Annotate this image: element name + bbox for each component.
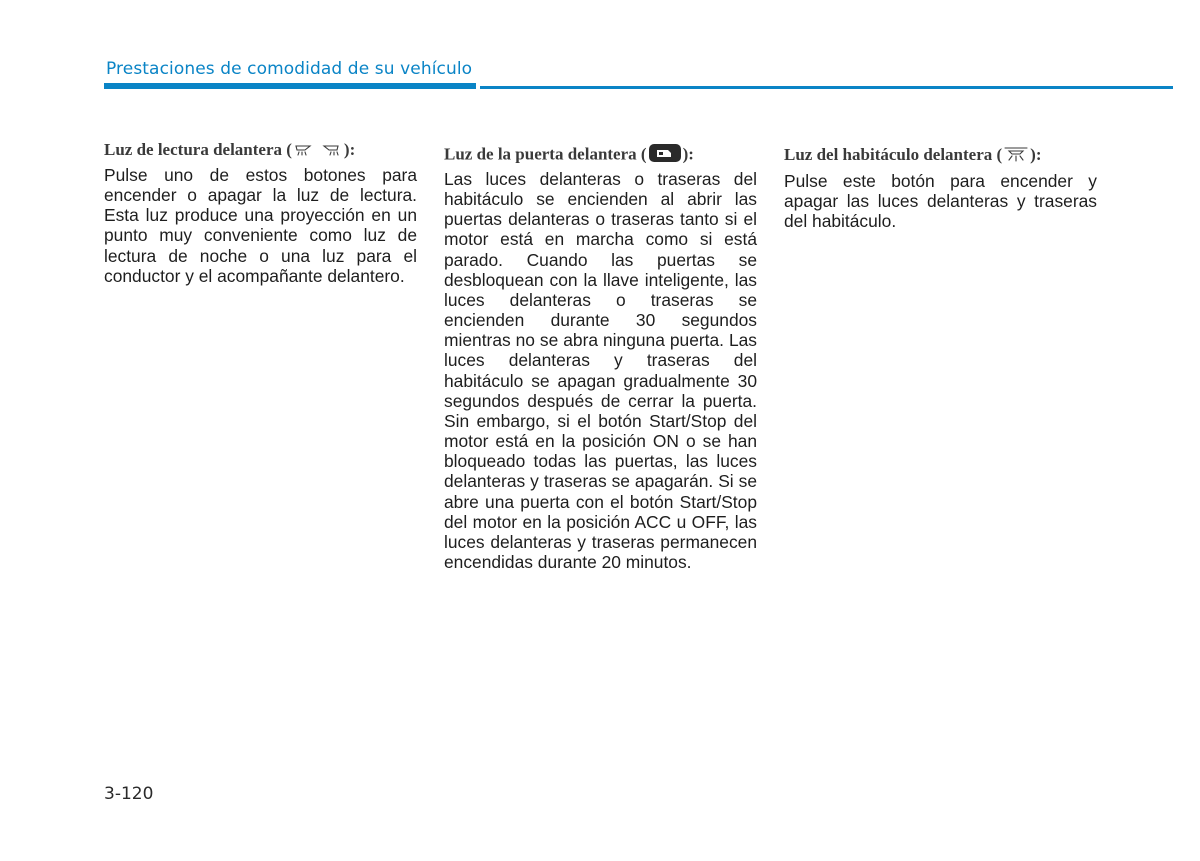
section-body-reading-lamp: Pulse uno de estos botones para encender o apagar la luz de lectura. Esta luz produce una proyección en un punto muy conveniente como luz de lectura de noche o una luz para el conductor y el acompañante delantero. xyxy=(104,165,417,286)
reading-lamp-icon xyxy=(293,141,343,162)
heading-text: Luz del habitáculo delantera ( xyxy=(784,145,1003,164)
section-heading-reading-lamp xyxy=(104,140,417,162)
header-rule-thin xyxy=(480,86,1173,89)
room-lamp-icon xyxy=(1003,146,1029,167)
heading-text: Luz de la puerta delantera ( xyxy=(444,144,647,164)
heading-suffix: ): xyxy=(1030,145,1042,164)
section-heading-room-lamp xyxy=(784,145,1097,167)
door-lamp-icon xyxy=(648,143,682,168)
heading-suffix: ): xyxy=(343,140,356,159)
heading-suffix: ): xyxy=(682,144,694,164)
header-rule-thick xyxy=(104,83,476,89)
section-body-door-lamp: Las luces delanteras o traseras del habitáculo se encienden al abrir las puertas delanteras o traseras tanto si el motor está en marcha como si está parado. Cuando las puertas se desbloquean con la llave inteligente, las luces delanteras o traseras se encienden durante 30 segundos mientras no se abra ninguna puerta. Las luces delanteras y traseras del habitáculo se apagan gradualmente 30 segundos después de cerrar la puerta. Sin embargo, si el botón Start/Stop del motor está en la posición ON o se han bloqueado todas las puertas, las luces delanteras y traseras se apagarán. Si se abre una puerta con el botón Start/Stop del motor en la posición ACC u OFF, las luces delanteras y traseras permanecen encendidas durante 20 minutos. xyxy=(444,169,757,572)
page-number: 3-120 xyxy=(104,784,154,804)
section-heading-door-lamp xyxy=(444,143,757,168)
section-body-room-lamp: Pulse este botón para encender y apagar las luces delanteras y traseras del habitáculo. xyxy=(784,171,1097,232)
heading-text: Luz de lectura delantera ( xyxy=(104,140,292,159)
page-header-title: Prestaciones de comodidad de su vehículo xyxy=(106,59,473,79)
